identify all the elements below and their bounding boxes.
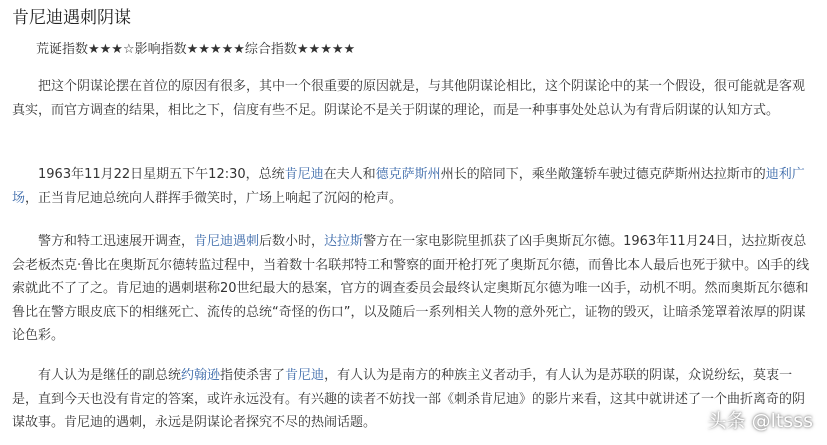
paragraph-3-text-3: 警方在一家电影院里抓获了凶手奥斯瓦尔德。1963年11月24日，达拉斯夜总会老板杰克·鲁比在奥斯瓦尔德转监过程中，当着数十名联邦特工和警察的面开枪打死了奥斯瓦尔德，而鲁比本人最后也死于狱中。凶手的线索就此不了了之。肯尼迪的遇刺堪称20世纪最大的悬案，官方的调查委员会最终认定奥斯瓦尔德为唯一凶手，动机不明。然而奥斯瓦尔德和鲁比在警方眼皮底下的相继死亡、流传的总统“奇怪的伤口”，以及随后一系列相关人物的意外死亡，证物的毁灭，让暗杀笼罩着浓厚的阴谋论色彩。 (12, 234, 810, 343)
link-kennedy[interactable]: 肯尼迪 (284, 167, 324, 182)
watermark: 头条 @ltsss (707, 410, 813, 432)
paragraph-3 (12, 230, 812, 348)
paragraph-2-text-3: 州长的陪同下，乘坐敞篷轿车驶过德克萨斯州达拉斯市的 (440, 167, 766, 182)
link-kennedy-2[interactable]: 肯尼迪 (285, 368, 325, 383)
link-texas[interactable]: 德克萨斯州 (375, 167, 441, 182)
paragraph-4-text-3: ，有人认为是南方的种族主义者动手，有人认为是苏联的阴谋，众说纷纭，莫衷一是，直到今天也没有肯定的答案，或许永远没有。有兴趣的读者不妨找一部《刺杀肯尼迪》的影片来看，这其中就讲述了一个曲折离奇的阴谋故事。肯尼迪的遇刺，永远是阴谋论者探究不尽的热闹话题。 (12, 368, 806, 430)
paragraph-4-text-2: 指使杀害了 (220, 368, 286, 383)
link-dallas[interactable]: 达拉斯 (324, 234, 364, 249)
link-kennedy-assassination[interactable]: 肯尼迪遇刺 (194, 234, 260, 249)
link-dealey-plaza[interactable]: 迪利广场 (12, 167, 805, 206)
paragraph-2 (12, 163, 812, 210)
paragraph-3-text-2: 后数小时， (259, 234, 325, 249)
paragraph-2-text-4: ，正当肯尼迪总统向人群挥手微笑时，广场上响起了沉闷的枪声。 (25, 190, 403, 206)
rating-line: 荒诞指数★★★☆影响指数★★★★★综合指数★★★★★ (36, 42, 356, 57)
paragraph-1: 把这个阴谋论摆在首位的原因有很多，其中一个很重要的原因就是，与其他阴谋论相比，这个阴谋论中的某一个假设，很可能就是客观真实，而官方调查的结果，相比之下，信度有些不足。阴谋论不是关于阴谋的理论，而是一种事事处处总认为有背后阴谋的认知方式。 (12, 79, 806, 118)
article-title: 肯尼迪遇刺阴谋 (12, 8, 131, 28)
paragraph-3-text-1: 警方和特工迅速展开调查， (38, 234, 195, 249)
link-johnson[interactable]: 约翰逊 (181, 368, 221, 383)
paragraph-4 (12, 364, 812, 435)
paragraph-2-text-2: 在夫人和 (323, 167, 376, 182)
paragraph-2-text-1: 1963年11月22日星期五下午12:30，总统 (38, 167, 285, 182)
paragraph-4-text-1: 有人认为是继任的副总统 (38, 368, 182, 383)
